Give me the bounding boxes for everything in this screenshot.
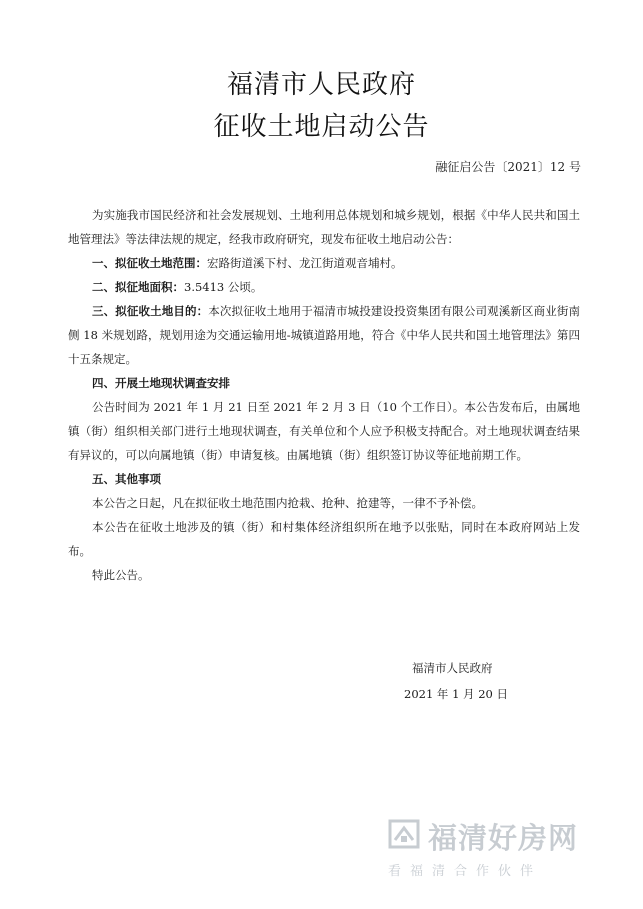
watermark bbox=[388, 814, 610, 884]
section-5-text-2: 本公告在征收土地涉及的镇（街）和村集体经济组织所在地予以张贴，同时在本政府网站上发布。 bbox=[68, 520, 580, 558]
signature-date: 2021 年 1 月 20 日 bbox=[404, 687, 508, 701]
document-number: 融征启公告〔2021〕12 号 bbox=[435, 160, 581, 174]
section-2-text: 3.5413 公顷。 bbox=[184, 280, 263, 294]
section-3-heading: 三、拟征收土地目的： bbox=[92, 304, 209, 318]
title-issuer: 福清市人民政府 bbox=[226, 70, 416, 100]
section-3 bbox=[68, 299, 580, 371]
watermark-slogan: 看福清合作伙伴 bbox=[388, 864, 543, 879]
house-frame-icon bbox=[388, 818, 420, 850]
section-4-text: 公告时间为 2021 年 1 月 21 日至 2021 年 2 月 3 日（10 个工作日）。本公告发布后，由属地镇（街）组织相关部门进行土地现状调查，有关单位和个人应予积极支持配合。对土地现状调查结果有异议的，可以向属地镇（街）申请复核。由属地镇（街）组织签订协议等征地前期工作。 bbox=[68, 400, 580, 462]
section-1-text: 宏路街道溪下村、龙江街道观音埔村。 bbox=[207, 256, 403, 270]
watermark-brand: 福清好房网 bbox=[428, 821, 579, 855]
section-4-heading: 四、开展土地现状调查安排 bbox=[92, 376, 230, 390]
announcement-body bbox=[68, 203, 580, 587]
page-title: 征收土地启动公告 bbox=[213, 112, 430, 142]
section-5-text-1: 本公告之日起，凡在拟征收土地范围内抢栽、抢种、抢建等，一律不予补偿。 bbox=[92, 496, 483, 510]
section-2 bbox=[68, 275, 580, 299]
section-1-heading: 一、拟征收土地范围： bbox=[92, 256, 207, 270]
section-1 bbox=[68, 251, 580, 275]
intro-paragraph: 为实施我市国民经济和社会发展规划、土地利用总体规划和城乡规划，根据《中华人民共和国土地管理法》等法律法规的规定，经我市政府研究，现发布征收土地启动公告： bbox=[68, 208, 580, 246]
signature-issuer: 福清市人民政府 bbox=[412, 661, 493, 675]
section-2-heading: 二、拟征地面积： bbox=[92, 280, 184, 294]
section-5-heading: 五、其他事项 bbox=[92, 472, 161, 486]
section-3-text: 本次拟征收土地用于福清市城投建设投资集团有限公司观溪新区商业街南侧 18 米规划路，规划用途为交通运输用地-城镇道路用地，符合《中华人民共和国土地管理法》第四十五条规定。 bbox=[68, 304, 580, 366]
closing-line: 特此公告。 bbox=[92, 568, 150, 582]
